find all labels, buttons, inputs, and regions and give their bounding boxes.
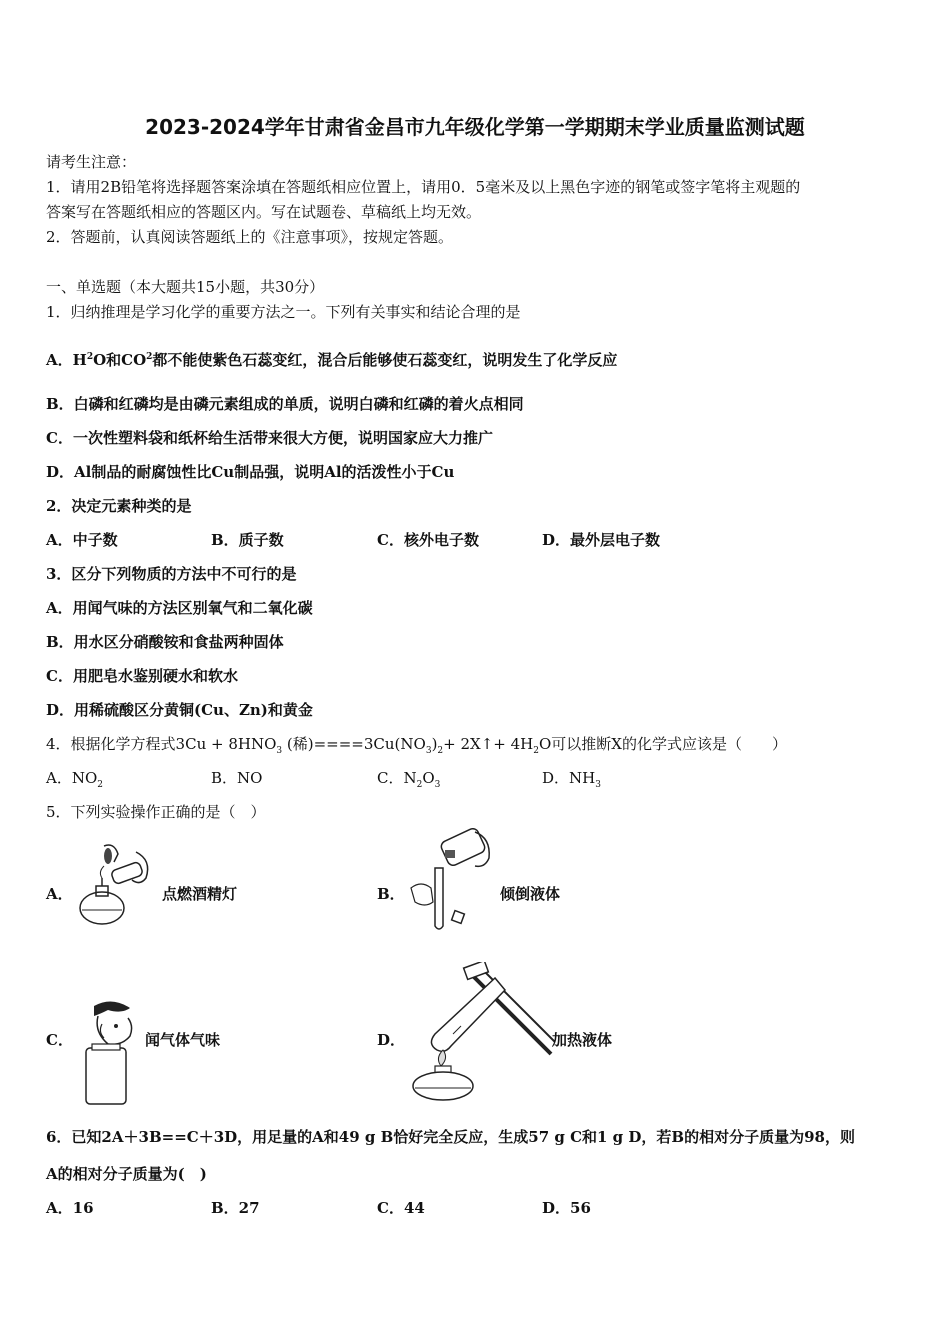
q5-option-b-label: B． bbox=[377, 885, 405, 903]
q3-option-c: C．用肥皂水鉴别硬水和软水 bbox=[46, 667, 238, 685]
q1-option-c: C．一次性塑料袋和纸杯给生活带来很大方便，说明国家应大力推广 bbox=[46, 429, 493, 447]
q2-option-d: D．最外层电子数 bbox=[542, 531, 661, 549]
smelling-gas-illustration bbox=[78, 996, 142, 1108]
q3-option-a: A．用闻气味的方法区别氧气和二氧化碳 bbox=[46, 599, 313, 617]
notice-line-1: 1．请用2B铅笔将选择题答案涂填在答题纸相应位置上，请用0．5毫米及以上黑色字迹的钢笔或签字笔将主观题的 bbox=[46, 178, 801, 196]
q2-option-b: B．质子数 bbox=[211, 531, 284, 549]
q6-stem-line-2: A的相对分子质量为( ) bbox=[46, 1165, 207, 1183]
q2-option-c: C．核外电子数 bbox=[377, 531, 479, 549]
section-heading: 一、单选题（本大题共15小题，共30分） bbox=[46, 278, 325, 296]
q3-option-b: B．用水区分硝酸铵和食盐两种固体 bbox=[46, 633, 284, 651]
page-title: 2023-2024学年甘肃省金昌市九年级化学第一学期期末学业质量监测试题 bbox=[145, 115, 805, 139]
q6-option-c: C．44 bbox=[377, 1199, 425, 1217]
notice-heading: 请考生注意： bbox=[46, 153, 137, 171]
q5-option-b-caption: 倾倒液体 bbox=[500, 885, 561, 903]
heating-liquid-illustration bbox=[405, 962, 555, 1108]
q6-option-b: B．27 bbox=[211, 1199, 260, 1217]
q5-option-a-caption: 点燃酒精灯 bbox=[162, 885, 238, 903]
q3-stem: 3．区分下列物质的方法中不可行的是 bbox=[46, 565, 297, 583]
q6-option-d: D．56 bbox=[542, 1199, 591, 1217]
q1-stem: 1．归纳推理是学习化学的重要方法之一。下列有关事实和结论合理的是 bbox=[46, 303, 521, 321]
q6-option-a: A．16 bbox=[46, 1199, 94, 1217]
lighting-alcohol-lamp-illustration bbox=[74, 842, 158, 934]
q1-option-d: D．Al制品的耐腐蚀性比Cu制品强，说明Al的活泼性小于Cu bbox=[46, 463, 455, 481]
q1-option-b: B．白磷和红磷均是由磷元素组成的单质，说明白磷和红磷的着火点相同 bbox=[46, 395, 524, 413]
pouring-liquid-illustration bbox=[405, 828, 499, 934]
q5-option-c-label: C． bbox=[46, 1031, 73, 1049]
notice-line-2: 答案写在答题纸相应的答题区内。写在试题卷、草稿纸上均无效。 bbox=[46, 203, 482, 221]
q4-option-d: D．$NH_3$ bbox=[542, 769, 601, 790]
q4-option-b: B．NO bbox=[211, 769, 263, 787]
q6-stem-line-1: 6．已知2A＋3B==C＋3D，用足量的A和49 g B恰好完全反应，生成57 g C和1 g D，若B的相对分子质量为98，则 bbox=[46, 1128, 855, 1146]
q2-stem: 2．决定元素种类的是 bbox=[46, 497, 192, 515]
q1-option-a: A．$H^2O$和$CO^2$都不能使紫色石蕊变红，混合后能够使石蕊变红，说明发生了化学反应 bbox=[46, 351, 618, 369]
q5-stem: 5．下列实验操作正确的是（ ） bbox=[46, 803, 266, 821]
q2-option-a: A．中子数 bbox=[46, 531, 118, 549]
q4-option-c: C．$N_2O_3$ bbox=[377, 769, 441, 790]
q4-option-a: A．$NO_2$ bbox=[46, 769, 103, 790]
q5-option-d-label: D． bbox=[377, 1031, 406, 1049]
q4-stem: 4．根据化学方程式$3Cu + 8HNO_3$ (稀)$====3Cu(NO_3)_2+$ 2X↑+ $4H_2O$可以推断X的化学式应该是（ ） bbox=[46, 735, 787, 756]
q3-option-d: D．用稀硫酸区分黄铜(Cu、Zn)和黄金 bbox=[46, 701, 313, 719]
q5-option-d-caption: 加热液体 bbox=[552, 1031, 613, 1049]
q5-option-c-caption: 闻气体气味 bbox=[145, 1031, 221, 1049]
notice-line-3: 2．答题前，认真阅读答题纸上的《注意事项》，按规定答题。 bbox=[46, 228, 454, 246]
q5-option-a-label: A． bbox=[46, 885, 73, 903]
